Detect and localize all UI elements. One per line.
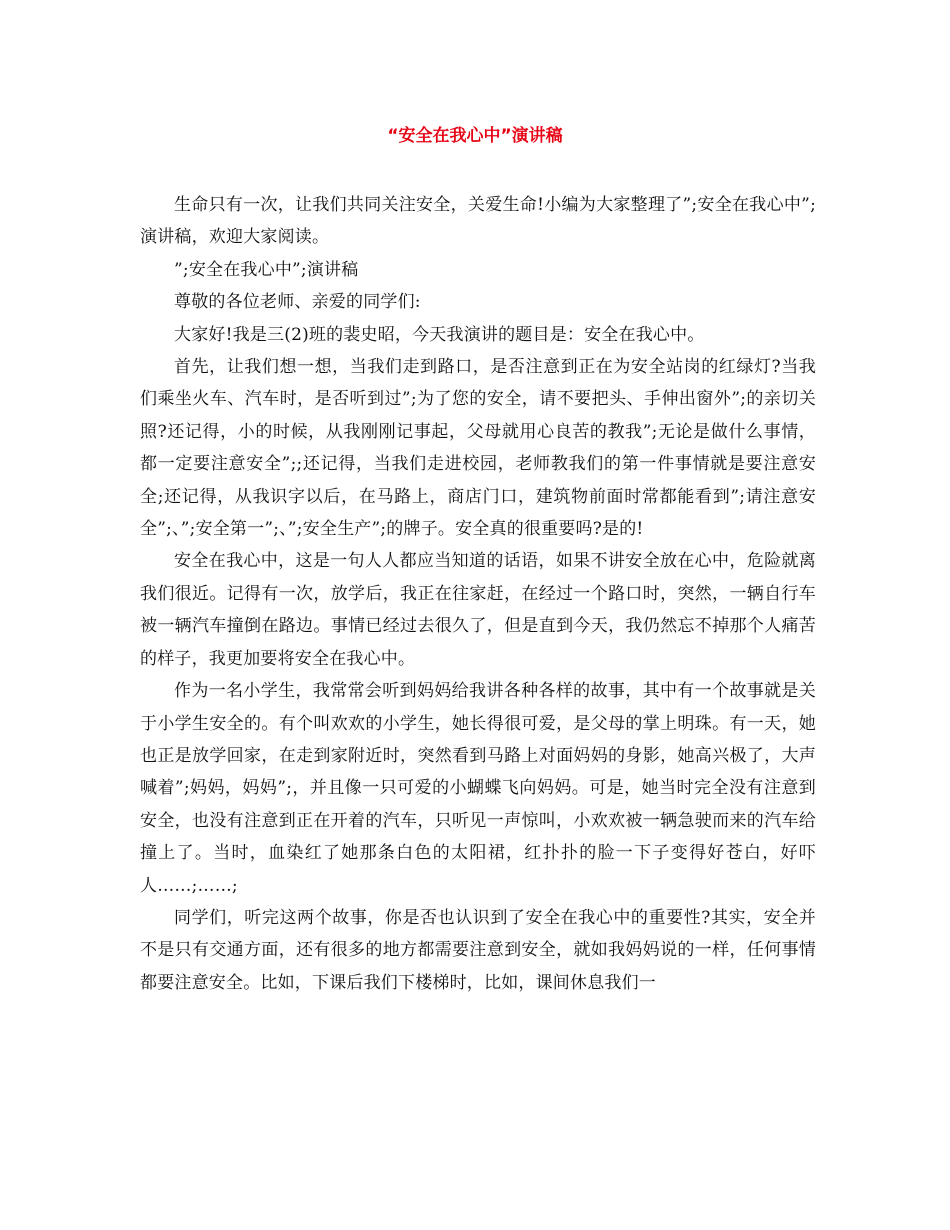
paragraph-greeting: 大家好!我是三(2)班的裴史昭，今天我演讲的题目是：安全在我心中。 [174,324,705,345]
paragraph-subtitle: ”;安全在我心中”;演讲稿 [174,259,359,280]
document-title: “安全在我心中”演讲稿 [387,126,563,146]
paragraph-conclusion: 同学们，听完这两个故事，你是否也认识到了安全在我心中的重要性?其实，安全并不是只有交通方面，还有很多的地方都需要注意到安全，就如我妈妈说的一样，任何事情都要注意安全。比如，下课后我们下楼梯时，比如，课间休息我们一 [140,907,816,993]
document-body [140,189,816,999]
paragraph-second: 安全在我心中，这是一句人人都应当知道的话语，如果不讲安全放在心中，危险就离我们很近。记得有一次，放学后，我正在往家赶，在经过一个路口时，突然，一辆自行车被一辆汽车撞倒在路边。事情已经过去很久了，但是直到今天，我仍然忘不掉那个人痛苦的样子，我更加要将安全在我心中。 [140,551,816,669]
paragraph-intro: 生命只有一次，让我们共同关注安全，关爱生命!小编为大家整理了”;安全在我心中”;演讲稿，欢迎大家阅读。 [140,195,816,248]
paragraph-salutation: 尊敬的各位老师、亲爱的同学们: [174,292,421,313]
paragraph-story: 作为一名小学生，我常常会听到妈妈给我讲各种各样的故事，其中有一个故事就是关于小学生安全的。有个叫欢欢的小学生，她长得很可爱，是父母的掌上明珠。有一天，她也正是放学回家，在走到家附近时，突然看到马路上对面妈妈的身影，她高兴极了，大声喊着”;妈妈，妈妈”;，并且像一只可爱的小蝴蝶飞向妈妈。可是，她当时完全没有注意到安全，也没有注意到正在开着的汽车，只听见一声惊叫，小欢欢被一辆急驶而来的汽车给撞上了。当时，血染红了她那条白色的太阳裙，红扑扑的脸一下子变得好苍白，好吓人……;……; [140,681,816,896]
paragraph-first: 首先，让我们想一想，当我们走到路口，是否注意到正在为安全站岗的红绿灯?当我们乘坐火车、汽车时，是否听到过”;为了您的安全，请不要把头、手伸出窗外”;的亲切关照?还记得，小的时候，从我刚刚记事起，父母就用心良苦的教我”;无论是做什么事情，都一定要注意安全”;;还记得，当我们走进校园，老师教我们的第一件事情就是要注意安全;还记得，从我识字以后，在马路上，商店门口，建筑物前面时常都能看到”;请注意安全”;、”;安全第一”;、”;安全生产”;的牌子。安全真的很重要吗?是的! [140,357,816,540]
